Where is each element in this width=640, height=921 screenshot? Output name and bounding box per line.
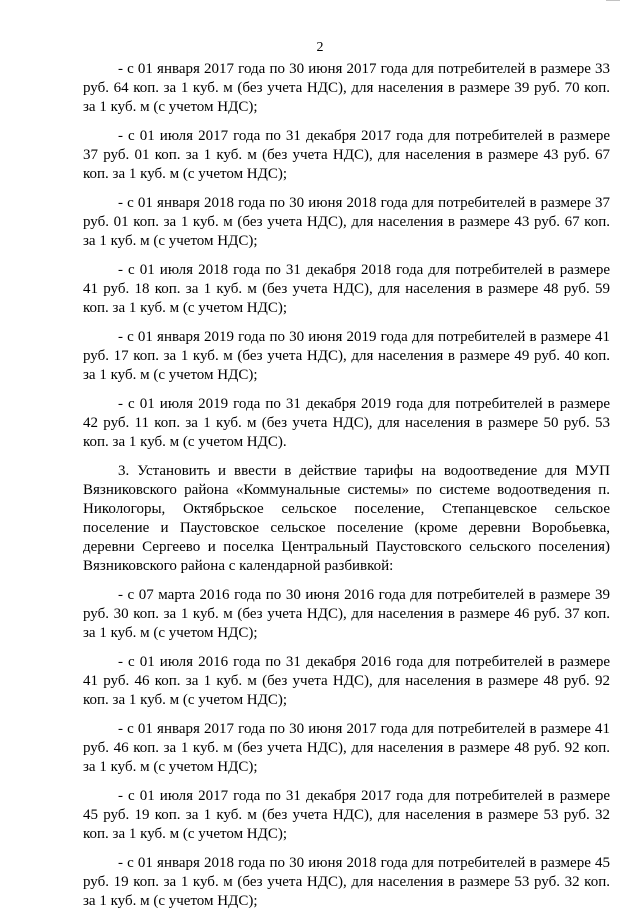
tariff-item-2017-h2: - с 01 июля 2017 года по 31 декабря 2017 года для потребителей в размере 37 руб. 01 коп. за 1 куб. м (без учета НДС), для населения в размере 43 руб. 67 коп. за 1 куб. м (с учетом НДС);	[83, 128, 610, 182]
tariff-item-2017-h1: - с 01 января 2017 года по 30 июня 2017 года для потребителей в размере 33 руб. 64 коп. за 1 куб. м (без учета НДС), для населения в размере 39 руб. 70 коп. за 1 куб. м (с учетом НДС);	[83, 61, 610, 115]
tariff-item-2018-h1: - с 01 января 2018 года по 30 июня 2018 года для потребителей в размере 37 руб. 01 коп. за 1 куб. м (без учета НДС), для населения в размере 43 руб. 67 коп. за 1 куб. м (с учетом НДС);	[83, 195, 610, 249]
tariff-item-2018-h2: - с 01 июля 2018 года по 31 декабря 2018 года для потребителей в размере 41 руб. 18 коп. за 1 куб. м (без учета НДС), для населения в размере 48 руб. 59 коп. за 1 куб. м (с учетом НДС);	[83, 262, 610, 316]
drainage-tariff-2016-h2: - с 01 июля 2016 года по 31 декабря 2016 года для потребителей в размере 41 руб. 46 коп. за 1 куб. м (без учета НДС), для населения в размере 48 руб. 92 коп. за 1 куб. м (с учетом НДС);	[83, 654, 610, 708]
drainage-tariff-2017-h2: - с 01 июля 2017 года по 31 декабря 2017 года для потребителей в размере 45 руб. 19 коп. за 1 куб. м (без учета НДС), для населения в размере 53 руб. 32 коп. за 1 куб. м (с учетом НДС);	[83, 788, 610, 842]
drainage-tariff-2017-h1: - с 01 января 2017 года по 30 июня 2017 года для потребителей в размере 41 руб. 46 коп. за 1 куб. м (без учета НДС), для населения в размере 48 руб. 92 коп. за 1 куб. м (с учетом НДС);	[83, 721, 610, 775]
scan-corner-mark	[606, 0, 620, 5]
tariff-item-2019-h2: - с 01 июля 2019 года по 31 декабря 2019 года для потребителей в размере 42 руб. 11 коп. за 1 куб. м (без учета НДС), для населения в размере 50 руб. 53 коп. за 1 куб. м (с учетом НДС).	[83, 396, 610, 450]
page-number: 2	[316, 40, 324, 55]
section-3-paragraph: 3. Установить и ввести в действие тарифы на водоотведение для МУП Вязниковского района «Коммунальные системы» по системе водоотведения п. Никологоры, Октябрьское сельское поселение, Степанцевское сельское поселение и Паустовское сельское поселение (кроме деревни Воробьевка, деревни Сергеево и поселка Центральный Паустовского сельского поселения) Вязниковского района с календарной разбивкой:	[83, 463, 610, 574]
drainage-tariff-2016-mar: - с 07 марта 2016 года по 30 июня 2016 года для потребителей в размере 39 руб. 30 коп. за 1 куб. м (без учета НДС), для населения в размере 46 руб. 37 коп. за 1 куб. м (с учетом НДС);	[83, 587, 610, 641]
document-body	[83, 60, 610, 921]
drainage-tariff-2018-h1: - с 01 января 2018 года по 30 июня 2018 года для потребителей в размере 45 руб. 19 коп. за 1 куб. м (без учета НДС), для населения в размере 53 руб. 32 коп. за 1 куб. м (с учетом НДС);	[83, 855, 610, 909]
tariff-item-2019-h1: - с 01 января 2019 года по 30 июня 2019 года для потребителей в размере 41 руб. 17 коп. за 1 куб. м (без учета НДС), для населения в размере 49 руб. 40 коп. за 1 куб. м (с учетом НДС);	[83, 329, 610, 383]
